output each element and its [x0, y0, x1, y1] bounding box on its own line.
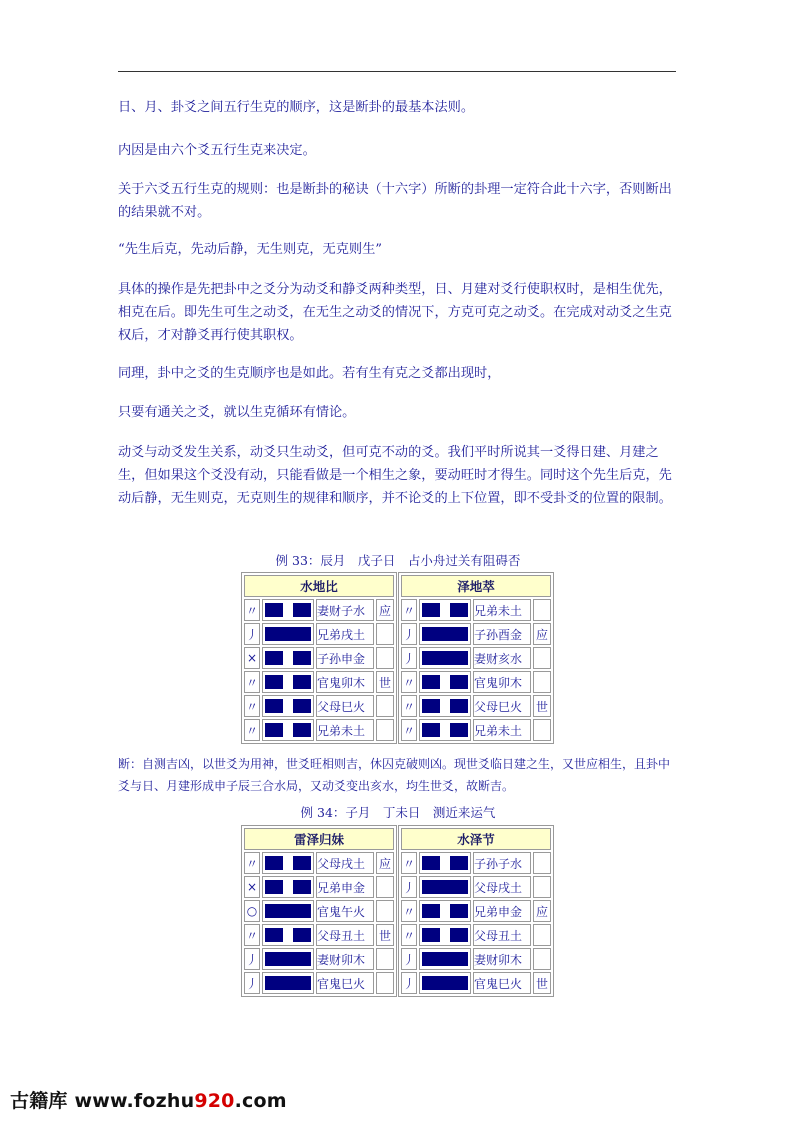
yao-position: [533, 852, 551, 874]
yao-mark: 〃: [401, 900, 417, 922]
yin-line-icon: [262, 647, 314, 669]
yin-line-icon: [419, 719, 471, 741]
footer-url-prefix: www.fozhu: [74, 1090, 195, 1112]
yao-mark: 〃: [401, 599, 417, 621]
yao-relation: 子孙子水: [473, 852, 531, 874]
yao-relation: 兄弟申金: [473, 900, 531, 922]
yao-mark: ○: [244, 900, 260, 922]
yao-relation: 官鬼巳火: [316, 972, 374, 994]
yin-line-icon: [262, 671, 314, 693]
yao-row: [244, 671, 394, 693]
paragraph-7: 只要有通关之爻，就以生克循环有情论。: [118, 405, 356, 420]
example-34-caption: 例 34：子月 丁未日 测近来运气: [300, 805, 496, 820]
yao-row: [401, 623, 551, 645]
footer-watermark: [10, 1086, 287, 1113]
yao-relation: 子孙酉金: [473, 623, 531, 645]
paragraph-5: 具体的操作是先把卦中之爻分为动爻和静爻两种类型，日、月建对爻行使职权时，是相生优先，相克在后。即先生可生之动爻，在无生之动爻的情况下，方克可克之动爻。在完成对动爻之生克权后，才对静爻再行使其职权。: [118, 282, 672, 343]
yao-position: 应: [533, 623, 551, 645]
yao-position: 世: [376, 924, 394, 946]
yao-position: [533, 924, 551, 946]
yang-line-icon: [419, 647, 471, 669]
yao-relation: 官鬼巳火: [473, 972, 531, 994]
yao-relation: 父母丑土: [473, 924, 531, 946]
yang-line-icon: [419, 972, 471, 994]
yao-mark: ×: [244, 647, 260, 669]
paragraph-6: 同理，卦中之爻的生克顺序也是如此。若有生有克之爻都出现时，: [118, 366, 501, 381]
yao-relation: 妻财子水: [316, 599, 374, 621]
yao-position: [376, 948, 394, 970]
footer-site-name: 古籍库: [10, 1090, 68, 1112]
yao-relation: 官鬼卯木: [473, 671, 531, 693]
paragraph-8: 动爻与动爻发生关系，动爻只生动爻，但可克不动的爻。我们平时所说其一爻得日建、月建之生，但如果这个爻没有动，只能看做是一个相生之象，要动旺时才得生。同时这个先生后克，先动后静，无生则克，无克则生的规律和顺序，并不论爻的上下位置，即不受卦爻的位置的限制。: [118, 445, 672, 506]
yao-row: [244, 972, 394, 994]
paragraph-4: “先生后克，先动后静，无生则克，无克则生”: [118, 242, 383, 257]
yao-mark: 〃: [244, 599, 260, 621]
yao-mark: 〃: [401, 695, 417, 717]
yao-row: [401, 924, 551, 946]
yin-line-icon: [419, 671, 471, 693]
yao-row: [401, 852, 551, 874]
yao-mark: 〃: [401, 719, 417, 741]
yao-relation: 父母巳火: [316, 695, 374, 717]
footer-url[interactable]: [74, 1090, 286, 1112]
yao-row: [401, 647, 551, 669]
yao-relation: 父母戌土: [316, 852, 374, 874]
yao-row: [401, 900, 551, 922]
yao-mark: 丿: [401, 876, 417, 898]
yao-mark: 〃: [244, 671, 260, 693]
yao-row: [244, 647, 394, 669]
yao-mark: 〃: [244, 719, 260, 741]
yao-relation: 官鬼午火: [316, 900, 374, 922]
yao-position: [533, 671, 551, 693]
yao-relation: 兄弟未土: [473, 599, 531, 621]
yin-line-icon: [262, 852, 314, 874]
yao-relation: 子孙申金: [316, 647, 374, 669]
yao-mark: 丿: [244, 948, 260, 970]
yao-position: [376, 900, 394, 922]
hexagram-table-shui-ze-jie: [398, 825, 554, 997]
yin-line-icon: [419, 900, 471, 922]
yao-row: [244, 599, 394, 621]
paragraph-1: 日、月、卦爻之间五行生克的顺序，这是断卦的最基本法则。: [118, 100, 475, 115]
yao-mark: 〃: [244, 695, 260, 717]
yao-position: [376, 647, 394, 669]
yao-position: [376, 623, 394, 645]
hexagram-table-lei-ze-gui-mei: [241, 825, 397, 997]
yao-position: [376, 876, 394, 898]
yao-row: [401, 671, 551, 693]
yao-row: [244, 719, 394, 741]
yao-position: [376, 695, 394, 717]
yao-position: [533, 719, 551, 741]
yao-relation: 妻财亥水: [473, 647, 531, 669]
yang-line-icon: [262, 948, 314, 970]
footer-url-suffix: .com: [234, 1090, 287, 1112]
yao-row: [401, 948, 551, 970]
hexagram-table-ze-di-cui: [398, 572, 554, 744]
yao-position: [533, 647, 551, 669]
yao-row: [244, 623, 394, 645]
yao-row: [401, 972, 551, 994]
yao-position: 应: [376, 599, 394, 621]
yao-mark: 丿: [401, 623, 417, 645]
yao-relation: 兄弟申金: [316, 876, 374, 898]
yao-mark: 〃: [244, 852, 260, 874]
hexagram-table-shui-di-bi: [241, 572, 397, 744]
yao-row: [401, 719, 551, 741]
yao-mark: 丿: [401, 948, 417, 970]
paragraph-3: 关于六爻五行生克的规则：也是断卦的秘诀（十六字）所断的卦理一定符合此十六字，否则断出的结果就不对。: [118, 182, 672, 220]
yin-line-icon: [419, 852, 471, 874]
yao-position: [533, 948, 551, 970]
yao-mark: 〃: [401, 852, 417, 874]
yao-relation: 官鬼卯木: [316, 671, 374, 693]
yao-row: [244, 924, 394, 946]
yao-row: [244, 852, 394, 874]
yao-position: [533, 876, 551, 898]
yang-line-icon: [262, 623, 314, 645]
top-rule: [118, 71, 676, 72]
yao-relation: 兄弟未土: [473, 719, 531, 741]
yao-relation: 兄弟戌土: [316, 623, 374, 645]
yao-row: [401, 695, 551, 717]
yao-relation: 父母戌土: [473, 876, 531, 898]
hexagram-name: 泽地萃: [401, 575, 551, 597]
yao-row: [244, 900, 394, 922]
yao-mark: ×: [244, 876, 260, 898]
yao-mark: 丿: [401, 647, 417, 669]
yao-relation: 父母巳火: [473, 695, 531, 717]
yao-position: 世: [533, 972, 551, 994]
footer-url-number: 920: [194, 1090, 235, 1112]
example-33-caption: 例 33：辰月 戊子日 占小舟过关有阻碍否: [275, 553, 521, 568]
yao-mark: 〃: [401, 924, 417, 946]
hexagram-name: 雷泽归妹: [244, 828, 394, 850]
yao-relation: 父母丑土: [316, 924, 374, 946]
yao-mark: 丿: [401, 972, 417, 994]
yao-relation: 兄弟未土: [316, 719, 374, 741]
yin-line-icon: [262, 876, 314, 898]
yin-line-icon: [262, 599, 314, 621]
example-33-judgement: 断：自测吉凶，以世爻为用神，世爻旺相则吉，休囚克破则凶。现世爻临日建之生，又世应相生，且卦中爻与日、月建形成申子辰三合水局，又动爻变出亥水，均生世爻，故断吉。: [118, 757, 671, 793]
yao-position: [376, 972, 394, 994]
yao-row: [401, 599, 551, 621]
yao-relation: 妻财卯木: [473, 948, 531, 970]
yin-line-icon: [419, 695, 471, 717]
yao-position: 世: [376, 671, 394, 693]
yang-line-icon: [419, 876, 471, 898]
yao-relation: 妻财卯木: [316, 948, 374, 970]
yao-position: 世: [533, 695, 551, 717]
yin-line-icon: [262, 719, 314, 741]
hexagram-name: 水地比: [244, 575, 394, 597]
yao-position: 应: [376, 852, 394, 874]
yao-position: [533, 599, 551, 621]
yao-position: [376, 719, 394, 741]
yin-line-icon: [419, 599, 471, 621]
yao-mark: 丿: [244, 623, 260, 645]
yao-position: 应: [533, 900, 551, 922]
yang-line-icon: [419, 948, 471, 970]
yao-row: [244, 948, 394, 970]
yang-line-icon: [262, 900, 314, 922]
yang-line-icon: [262, 972, 314, 994]
yao-row: [244, 876, 394, 898]
yao-row: [401, 876, 551, 898]
hexagram-name: 水泽节: [401, 828, 551, 850]
yin-line-icon: [262, 695, 314, 717]
yao-row: [244, 695, 394, 717]
yin-line-icon: [419, 924, 471, 946]
yao-mark: 〃: [244, 924, 260, 946]
yin-line-icon: [262, 924, 314, 946]
yang-line-icon: [419, 623, 471, 645]
yao-mark: 丿: [244, 972, 260, 994]
paragraph-2: 内因是由六个爻五行生克来决定。: [118, 143, 316, 158]
yao-mark: 〃: [401, 671, 417, 693]
